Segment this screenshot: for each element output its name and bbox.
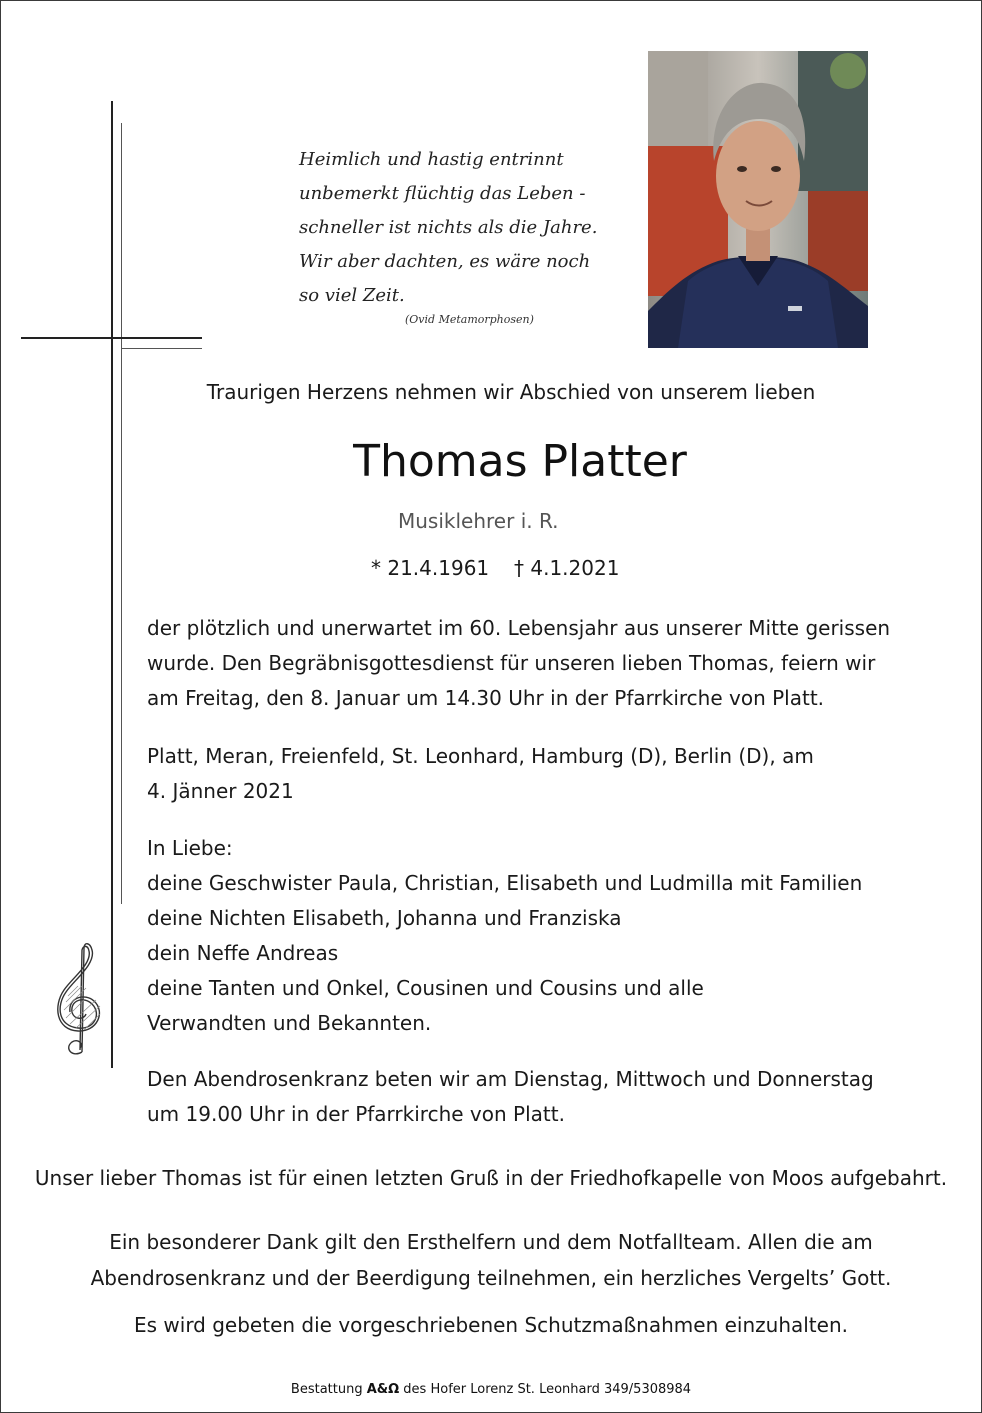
poem-line: schneller ist nichts als die Jahre. [299, 217, 598, 238]
treble-clef-icon [44, 940, 112, 1062]
text-line: Abendrosenkranz und der Beerdigung teilnehmen, ein herzliches Vergelts’ Gott. [90, 1266, 892, 1290]
text-line: Den Abendrosenkranz beten wir am Dienstag, Mittwoch und Donnerstag [147, 1067, 874, 1091]
text-line: um 19.00 Uhr in der Pfarrkirche von Platt. [147, 1102, 565, 1126]
text-line: Verwandten und Bekannten. [147, 1011, 432, 1035]
poem-line: unbemerkt flüchtig das Leben - [299, 183, 586, 204]
footer-contact: des Hofer Lorenz St. Leonhard 349/5308984 [399, 1382, 692, 1397]
text-line: deine Nichten Elisabeth, Johanna und Franziska [147, 906, 622, 930]
place-date [147, 739, 947, 809]
funeral-home-logo: A&Ω [366, 1382, 400, 1397]
text-line: dein Neffe Andreas [147, 941, 339, 965]
intro-text: Traurigen Herzens nehmen wir Abschied von unserem lieben [206, 380, 816, 404]
text-line: 4. Jänner 2021 [147, 779, 294, 803]
birth-date: * 21.4.1961 [371, 556, 490, 580]
text-line: In Liebe: [147, 836, 233, 860]
protection-notice: Es wird gebeten die vorgeschriebenen Schutzmaßnahmen einzuhalten. [133, 1313, 848, 1337]
deceased-name: Thomas Platter [353, 436, 687, 487]
viewing-info: Unser lieber Thomas ist für einen letzten Gruß in der Friedhofkapelle von Moos aufgebahrt. [34, 1166, 948, 1190]
text-line: wurde. Den Begräbnisgottesdienst für unseren lieben Thomas, feiern wir [147, 651, 876, 675]
text-line: deine Geschwister Paula, Christian, Elisabeth und Ludmilla mit Familien [147, 871, 863, 895]
text-line: Ein besonderer Dank gilt den Ersthelfern und dem Notfallteam. Allen die am [109, 1230, 873, 1254]
poem-line: Heimlich und hastig entrinnt [299, 149, 564, 170]
profession: Musiklehrer i. R. [398, 509, 559, 533]
thanks-paragraph [0, 1224, 982, 1296]
announcement-paragraph [147, 611, 947, 716]
portrait-photo [648, 51, 868, 348]
text-line: am Freitag, den 8. Januar um 14.30 Uhr in der Pfarrkirche von Platt. [147, 686, 825, 710]
text-line: deine Tanten und Onkel, Cousinen und Cousins und alle [147, 976, 704, 1000]
poem-line: Wir aber dachten, es wäre noch [299, 251, 591, 272]
poem-line: so viel Zeit. [299, 285, 405, 306]
rosary-info [147, 1062, 947, 1132]
text-line: Platt, Meran, Freienfeld, St. Leonhard, Hamburg (D), Berlin (D), am [147, 744, 814, 768]
text-line: der plötzlich und unerwartet im 60. Lebensjahr aus unserer Mitte gerissen [147, 616, 891, 640]
footer-prefix: Bestattung [290, 1382, 367, 1397]
death-date: † 4.1.2021 [514, 556, 620, 580]
funeral-home-footer [0, 1382, 982, 1397]
poem [299, 143, 619, 313]
mourners-list [147, 831, 947, 1041]
poem-source: (Ovid Metamorphosen) [405, 313, 534, 326]
